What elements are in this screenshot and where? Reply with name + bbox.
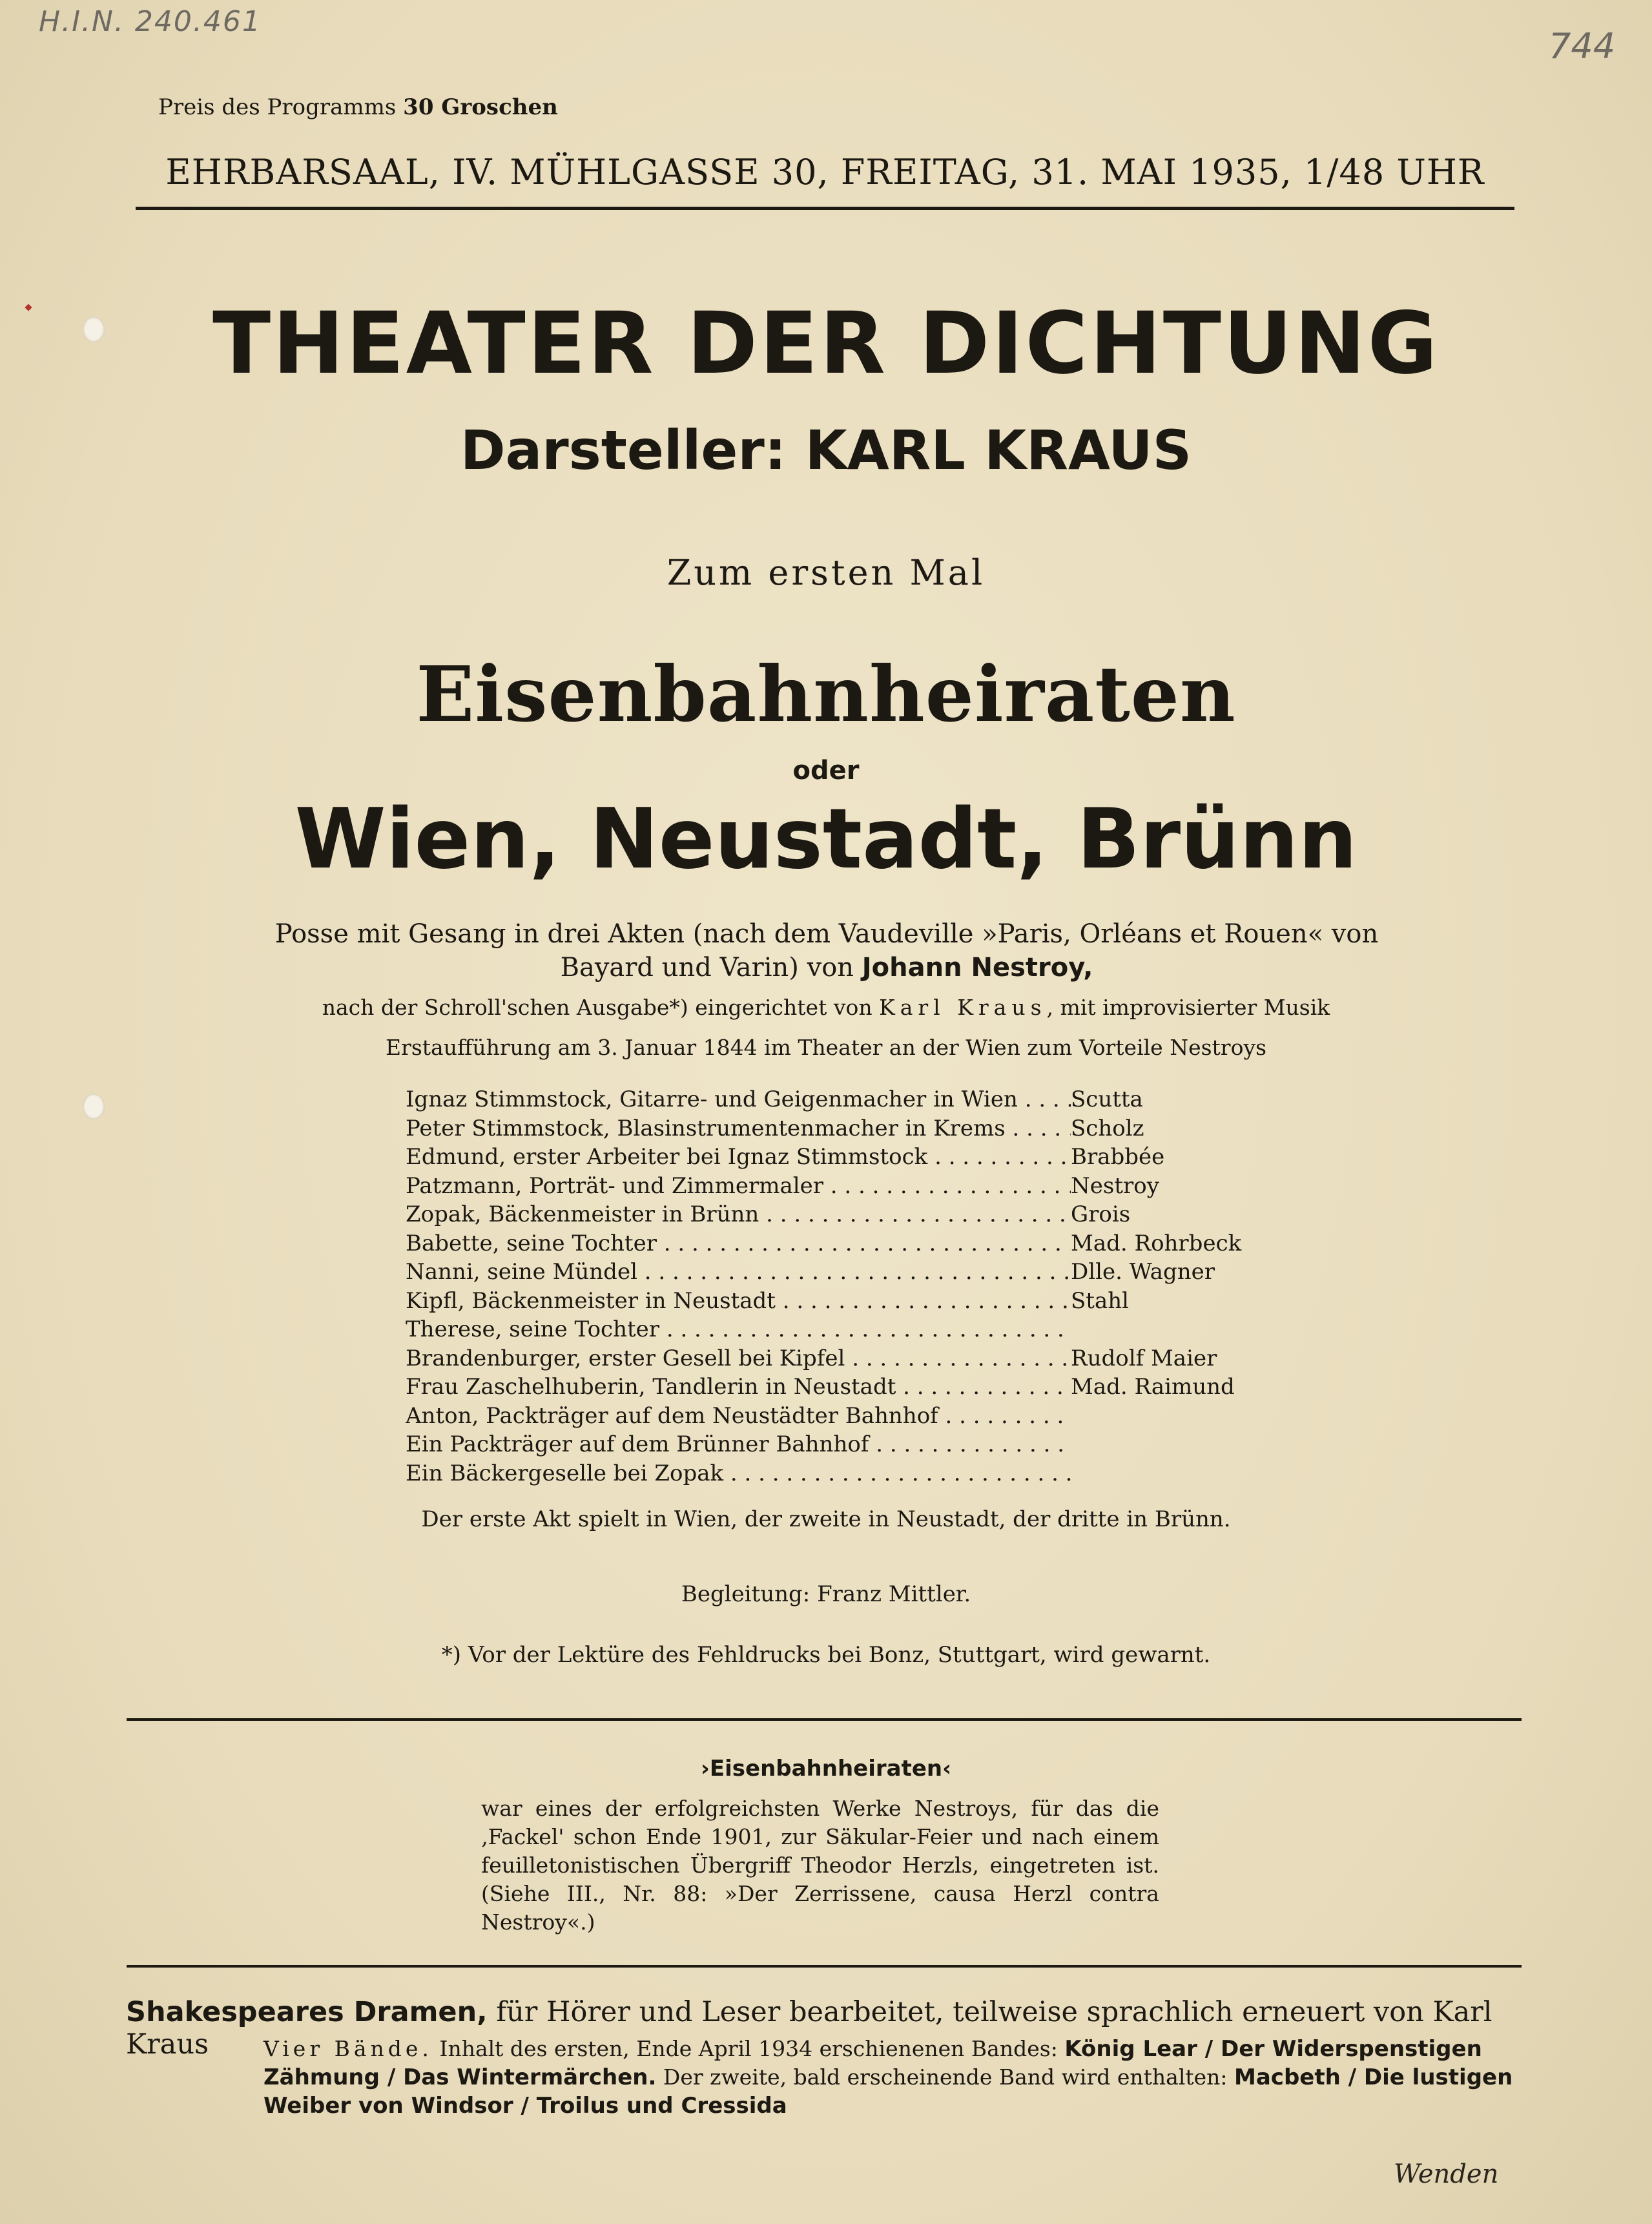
- cast-role: Frau Zaschelhuberin, Tandlerin in Neustadt . . .: [406, 1373, 1071, 1402]
- premiere-line: Erstaufführung am 3. Januar 1844 im Theater an der Wien zum Vorteile Nestroys: [385, 1035, 1267, 1060]
- note-line: (Siehe III., Nr. 88: »Der Zerrissene, causa Herzl contra Nestroy«.): [481, 1881, 1159, 1935]
- shakespeare-details: [263, 2035, 1529, 2120]
- cast-actor: Scutta: [1071, 1086, 1143, 1112]
- author-name: Johann Nestroy,: [862, 953, 1093, 982]
- cast-role: Edmund, erster Arbeiter bei Ignaz Stimmstock . . .: [406, 1143, 1071, 1172]
- note-body: [481, 1794, 1159, 1937]
- cast-role: Patzmann, Porträt- und Zimmermaler . . .: [406, 1172, 1071, 1201]
- cast-row: [406, 1200, 1258, 1229]
- cast-role: Brandenburger, erster Gesell bei Kipfel . . .: [406, 1344, 1071, 1373]
- cast-actor: Scholz: [1071, 1115, 1144, 1141]
- cast-row: [406, 1373, 1258, 1402]
- price-prefix: Preis des Programms: [158, 94, 397, 120]
- cast-role: Zopak, Bäckenmeister in Brünn . . .: [406, 1200, 1071, 1229]
- cast-actor: Rudolf Maier: [1071, 1345, 1217, 1371]
- cast-role: Ein Bäckergeselle bei Zopak . . .: [406, 1459, 1071, 1488]
- cast-row: [406, 1172, 1258, 1201]
- acts-line: Der erste Akt spielt in Wien, der zweite in Neustadt, der dritte in Brünn.: [421, 1506, 1231, 1532]
- cast-row: [406, 1258, 1258, 1287]
- note-line: ‚Fackel' schon Ende 1901, zur Säkular-Feier und nach einem: [481, 1824, 1159, 1849]
- adaptation-line: [0, 995, 1652, 1020]
- cast-row: [406, 1315, 1258, 1344]
- venue-line: EHRBARSAAL, IV. MÜHLGASSE 30, FREITAG, 31. MAI 1935, 1/48 UHR: [165, 152, 1485, 192]
- note-divider-bottom: [127, 1965, 1522, 1968]
- turn-page-note: Wenden: [1394, 2159, 1499, 2189]
- cast-actor: Nestroy: [1071, 1172, 1159, 1199]
- cast-actor: Grois: [1071, 1201, 1131, 1227]
- note-title: ›Eisenbahnheiraten‹: [700, 1756, 952, 1782]
- cast-list: [406, 1085, 1258, 1488]
- footnote: *) Vor der Lektüre des Fehldrucks bei Bonz, Stuttgart, wird gewarnt.: [441, 1642, 1211, 1668]
- archive-number: H.I.N. 240.461: [39, 5, 262, 38]
- program-price: [158, 94, 558, 120]
- description-line-2: [232, 951, 1421, 984]
- cast-role: Anton, Packträger auf dem Neustädter Bahnhof . . .: [406, 1402, 1071, 1431]
- cast-actor: [1071, 1430, 1258, 1459]
- cast-actor: Dlle. Wagner: [1071, 1259, 1215, 1285]
- shakespeare-second-titles: Macbeth / Die lustigen Weiber von Windsor / Troilus und Cressida: [263, 2064, 1513, 2119]
- cast-actor: Mad. Rohrbeck: [1071, 1230, 1242, 1256]
- cast-role: Nanni, seine Mündel . . .: [406, 1258, 1071, 1287]
- cast-row: [406, 1287, 1258, 1316]
- cast-actor: [1071, 1459, 1258, 1488]
- note-line: war eines der erfolgreichsten Werke Nestroys, für das die: [481, 1796, 1159, 1821]
- cast-actor: [1071, 1402, 1258, 1431]
- shakespeare-first-volume: Inhalt des ersten, Ende April 1934 erschienenen Bandes:: [432, 2036, 1065, 2061]
- description-line-2-text: Bayard und Varin) von: [560, 953, 862, 982]
- oder-word: oder: [792, 756, 860, 785]
- play-subtitle: Wien, Neustadt, Brünn: [294, 791, 1358, 888]
- shakespeare-title: Shakespeares Dramen,: [126, 1996, 488, 2028]
- cast-actor: Brabbée: [1071, 1144, 1165, 1170]
- cast-actor: Mad. Raimund: [1071, 1374, 1235, 1400]
- header-divider: [136, 207, 1514, 210]
- cast-role: Peter Stimmstock, Blasinstrumentenmacher in Krems . . .: [406, 1114, 1071, 1143]
- cast-actor: [1071, 1315, 1258, 1344]
- cast-actor: Stahl: [1071, 1287, 1129, 1314]
- theater-title: THEATER DER DICHTUNG: [212, 294, 1440, 393]
- play-title: Eisenbahnheiraten: [416, 649, 1236, 739]
- play-description: [232, 917, 1421, 984]
- punch-hole-middle: [83, 1094, 105, 1119]
- adaptation-text-a: nach der Schroll'schen Ausgabe*) eingerichtet von: [322, 995, 880, 1020]
- cast-row: [406, 1085, 1258, 1114]
- cast-row: [406, 1344, 1258, 1373]
- adaptation-text-b: , mit improvisierter Musik: [1046, 995, 1330, 1020]
- cast-row: [406, 1430, 1258, 1459]
- shakespeare-title-rest: für Hörer und Leser bearbeitet, teilweise sprachlich erneuert von Karl Kraus: [126, 1996, 1492, 2061]
- note-divider-top: [127, 1718, 1522, 1721]
- price-amount: 30 Groschen: [403, 94, 558, 120]
- performer-line: Darsteller: KARL KRAUS: [460, 419, 1192, 482]
- adapter-name: Karl Kraus: [879, 995, 1047, 1020]
- description-line-1: Posse mit Gesang in drei Akten (nach dem Vaudeville »Paris, Orléans et Rouen« von: [274, 919, 1379, 949]
- cast-role: Ignaz Stimmstock, Gitarre- und Geigenmacher in Wien . . .: [406, 1085, 1071, 1114]
- shakespeare-first-titles: König Lear / Der Widerspenstigen Zähmung / Das Wintermärchen.: [263, 2036, 1482, 2090]
- shakespeare-second-volume: Der zweite, bald erscheinende Band wird enthalten:: [656, 2064, 1235, 2090]
- cast-role: Babette, seine Tochter . . .: [406, 1229, 1071, 1258]
- cast-role: Therese, seine Tochter . . .: [406, 1315, 1071, 1344]
- note-line: feuilletonistischen Übergriff Theodor Herzls, eingetreten ist.: [481, 1853, 1159, 1878]
- first-time-line: Zum ersten Mal: [666, 552, 986, 593]
- cast-role: Ein Packträger auf dem Brünner Bahnhof . . .: [406, 1430, 1071, 1459]
- cast-role: Kipfl, Bäckenmeister in Neustadt . . .: [406, 1287, 1071, 1316]
- cast-row: [406, 1229, 1258, 1258]
- shakespeare-volumes: Vier Bände.: [263, 2036, 433, 2061]
- cast-row: [406, 1143, 1258, 1172]
- accompaniment-line: Begleitung: Franz Mittler.: [681, 1581, 971, 1607]
- cast-row: [406, 1114, 1258, 1143]
- cast-row: [406, 1459, 1258, 1488]
- cast-row: [406, 1402, 1258, 1431]
- page-number: 744: [1549, 26, 1616, 67]
